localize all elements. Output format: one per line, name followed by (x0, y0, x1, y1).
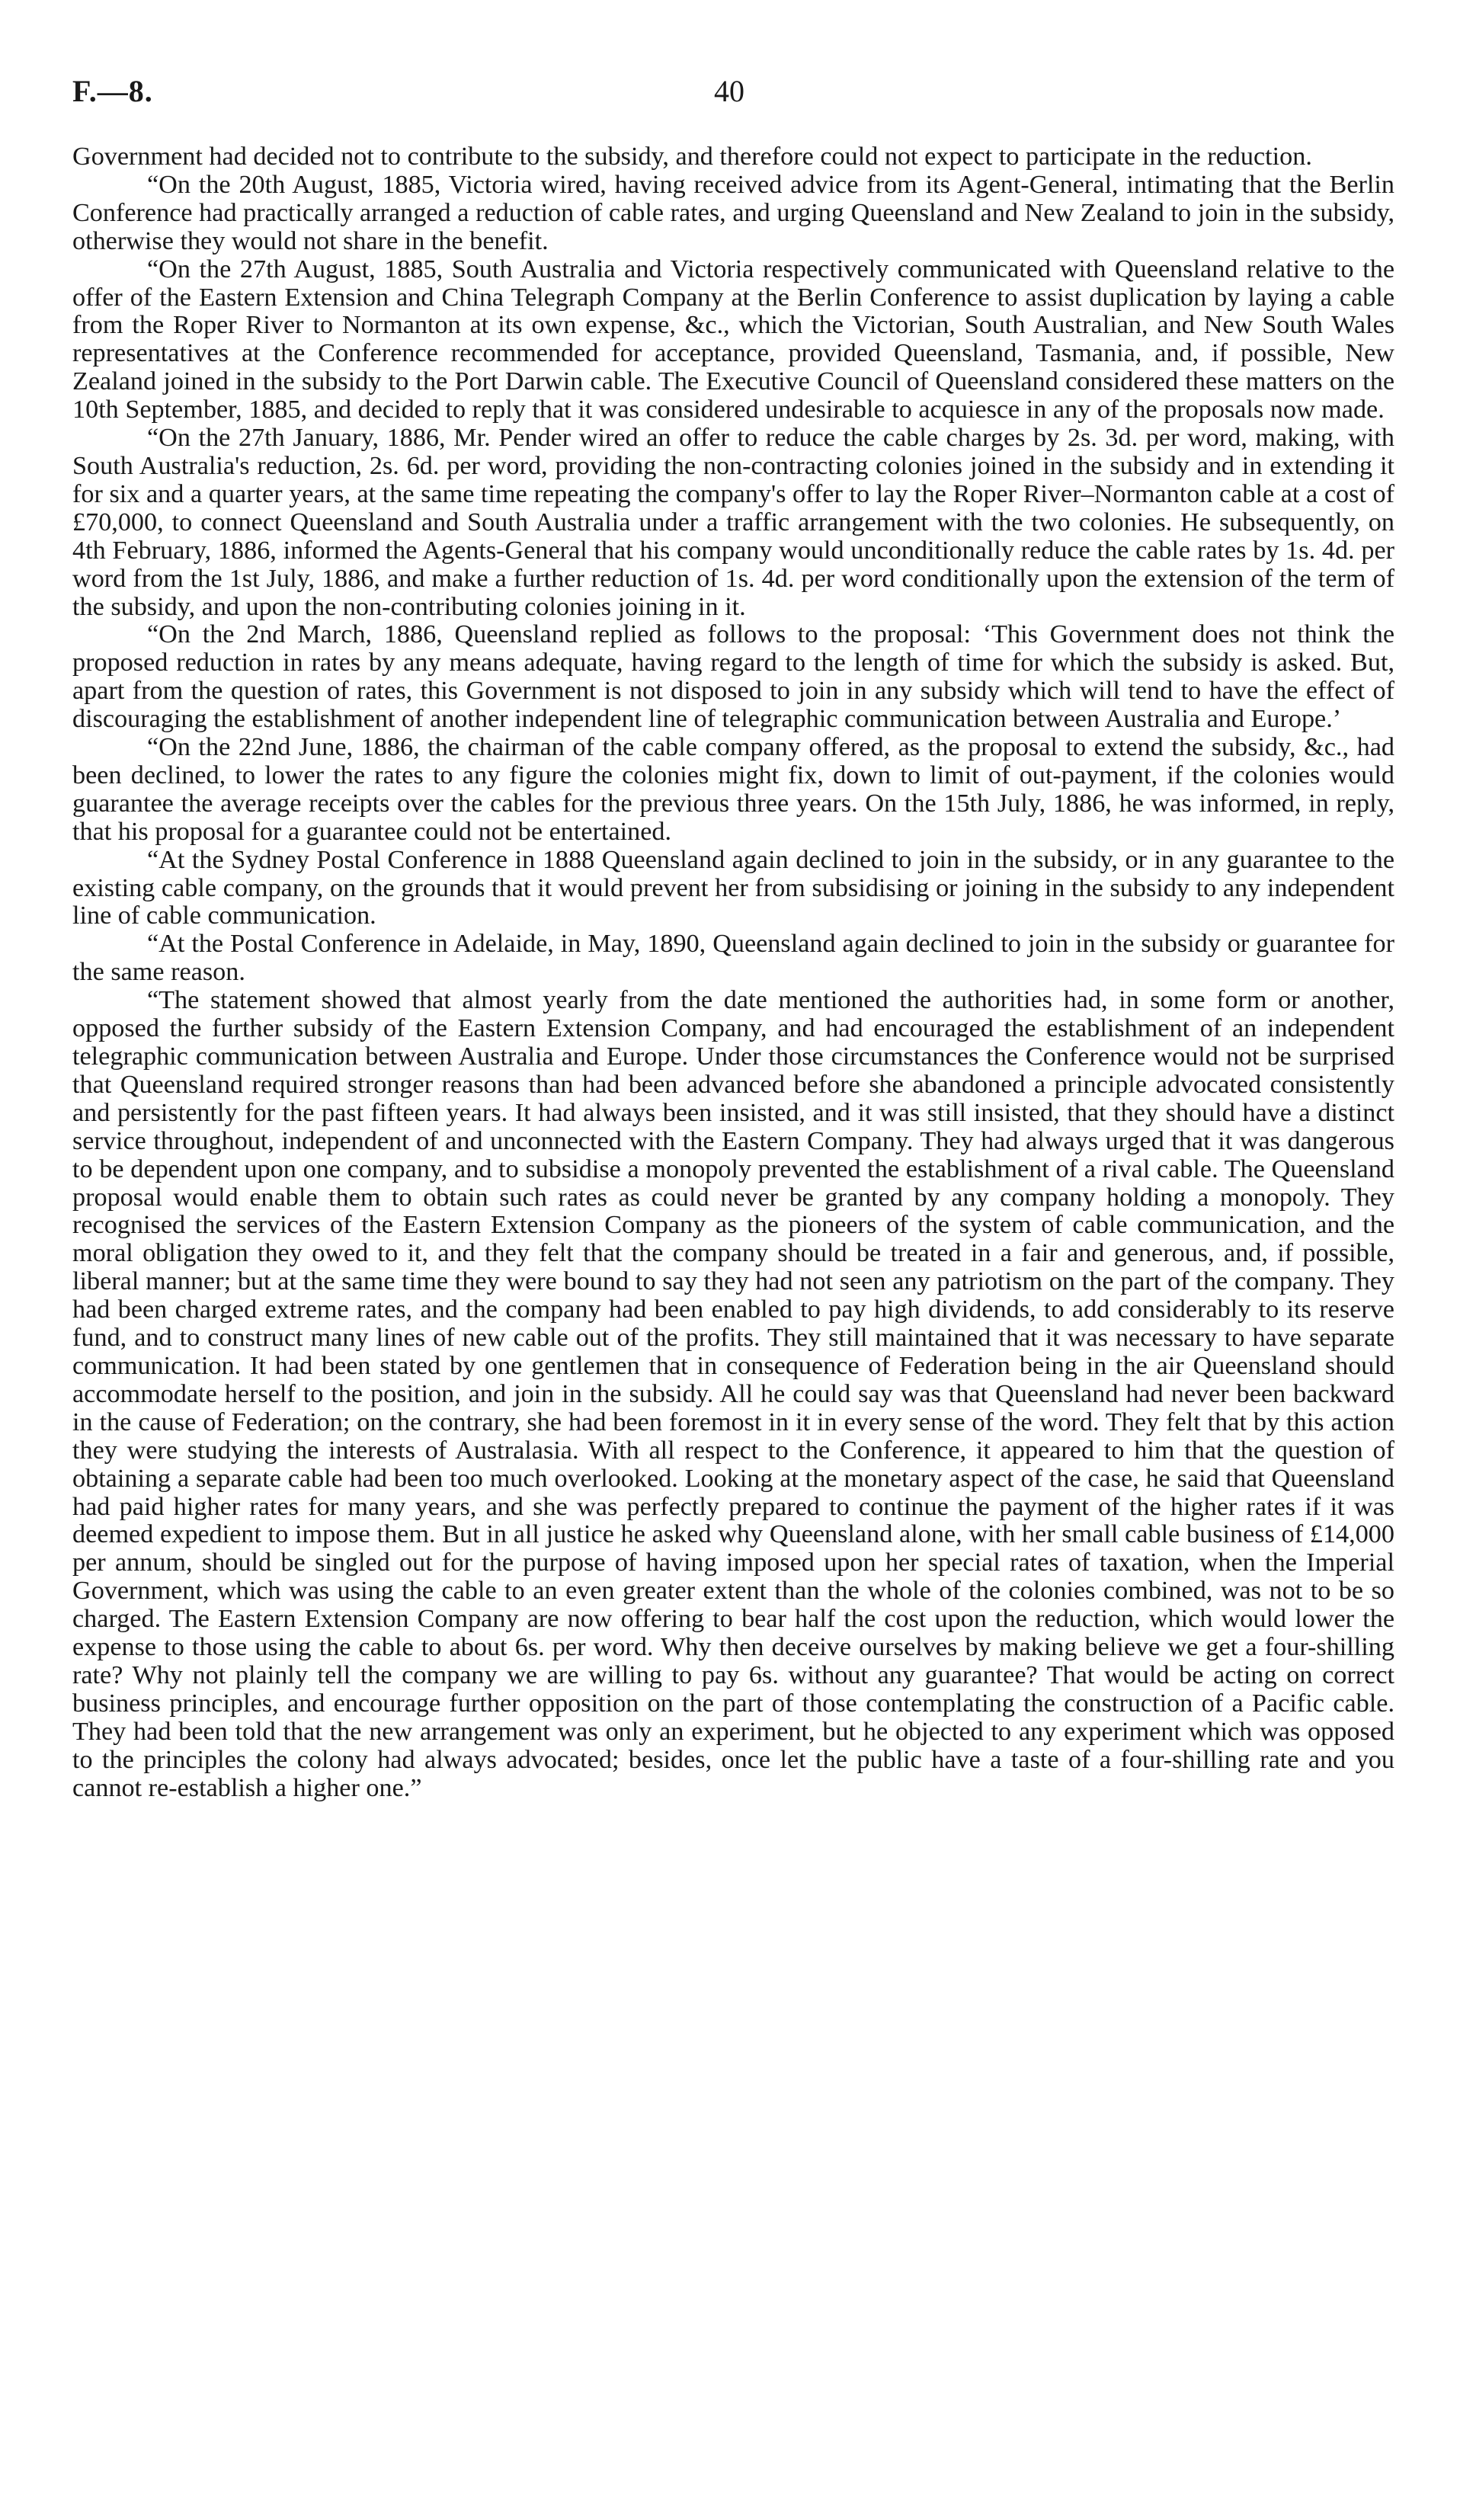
paragraph: “At the Postal Conference in Adelaide, in May, 1890, Queensland again declined to join in the subsidy or guarantee for the same reason. (72, 930, 1394, 987)
paragraph: “On the 20th August, 1885, Victoria wired, having received advice from its Agent-General, intimating that the Berlin Conference had practically arranged a reduction of cable rates, and urging Queensland and New Zealand to join in the subsidy, otherwise they would not share in the benefit. (72, 170, 1394, 255)
paragraph-continuation: Government had decided not to contribute to the subsidy, and therefore could not expect to participate in the reduction. (72, 142, 1312, 171)
paragraph: “On the 22nd June, 1886, the chairman of the cable company offered, as the proposal to extend the subsidy, &c., had been declined, to lower the rates to any figure the colonies might fix, down to limit of out-payment, if the colonies would guarantee the average receipts over the cables for the previous three years. On the 15th July, 1886, he was informed, in reply, that his proposal for a guarantee could not be entertained. (72, 733, 1394, 846)
document-reference: F.—8. (72, 74, 153, 108)
paragraph: “On the 2nd March, 1886, Queensland replied as follows to the proposal: ‘This Government does not think the proposed reduction in rates by any means adequate, having regard to the length of time for which the subsidy is asked. But, apart from the question of rates, this Government is not disposed to join in any subsidy which will tend to have the effect of discouraging the establishment of another independent line of telegraphic communication between Australia and Europe.’ (72, 620, 1394, 734)
paragraph: “At the Sydney Postal Conference in 1888 Queensland again declined to join in the subsidy, or in any guarantee to the existing cable company, on the grounds that it would prevent her from subsidising or joining in the subsidy to any independent line of cable communication. (72, 845, 1394, 930)
page-header (72, 0, 1394, 114)
page-number: 40 (714, 74, 744, 108)
document-page (72, 0, 1394, 1802)
paragraph: “On the 27th January, 1886, Mr. Pender wired an offer to reduce the cable charges by 2s. 3d. per word, making, with South Australia's reduction, 2s. 6d. per word, providing the non-contracting colonies joined in the subsidy and in extending it for six and a quarter years, at the same time repeating the company's offer to lay the Roper River–Normanton cable at a cost of £70,000, to connect Queensland and South Australia under a traffic arrangement with the two colonies. He subsequently, on 4th February, 1886, informed the Agents-General that his company would unconditionally reduce the cable rates by 1s. 4d. per word from the 1st July, 1886, and make a further reduction of 1s. 4d. per word conditionally upon the extension of the term of the subsidy, and upon the non-contributing colonies joining in it. (72, 424, 1394, 621)
paragraph: “The statement showed that almost yearly from the date mentioned the authorities had, in some form or another, opposed the further subsidy of the Eastern Extension Company, and had encouraged the establishment of an independent telegraphic communication between Australia and Europe. Under those circumstances the Conference would not be surprised that Queensland required stronger reasons than had been advanced before she abandoned a principle advocated consistently and persistently for the past fifteen years. It had always been insisted, and it was still insisted, that they should have a distinct service throughout, independent of and unconnected with the Eastern Company. They had always urged that it was dangerous to be dependent upon one company, and to subsidise a monopoly prevented the establishment of a rival cable. The Queensland proposal would enable them to obtain such rates as could never be granted by any company holding a monopoly. They recognised the services of the Eastern Extension Company as the pioneers of the system of cable communication, and the moral obligation they owed to it, and they felt that the company should be treated in a fair and generous, and, if possible, liberal manner; but at the same time they were bound to say they had not seen any patriotism on the part of the company. They had been charged extreme rates, and the company had been enabled to pay high dividends, to add considerably to its reserve fund, and to construct many lines of new cable out of the profits. They still maintained that it was necessary to have separate communication. It had been stated by one gentlemen that in consequence of Federation being in the air Queensland should accommodate herself to the position, and join in the subsidy. All he could say was that Queensland had never been backward in the cause of Federation; on the contrary, she had been foremost in it in every sense of the word. They felt that by this action they were studying the interests of Australasia. With all respect to the Conference, it appeared to him that the question of obtaining a separate cable had been too much overlooked. Looking at the monetary aspect of the case, he said that Queensland had paid higher rates for many years, and she was perfectly prepared to continue the payment of the higher rates if it was deemed expedient to impose them. But in all justice he asked why Queensland alone, with her small cable business of £14,000 per annum, should be singled out for the purpose of having imposed upon her special rates of taxation, when the Imperial Government, which was using the cable to an even greater extent than the whole of the colonies combined, was not to be so charged. The Eastern Extension Company are now offering to bear half the cost upon the reduction, which would lower the expense to those using the cable to about 6s. per word. Why then deceive ourselves by making believe we get a four-shilling rate? Why not plainly tell the company we are willing to pay 6s. without any guarantee? That would be acting on correct business principles, and encourage further opposition on the part of those contemplating the construction of a Pacific cable. They had been told that the new arrangement was only an experiment, but he objected to any experiment which was opposed to the principles the colony had always advocated; besides, once let the public have a taste of a four-shilling rate and you cannot re-establish a higher one.” (72, 986, 1394, 1802)
body-text (72, 143, 1394, 1802)
paragraph: “On the 27th August, 1885, South Australia and Victoria respectively communicated with Queensland relative to the offer of the Eastern Extension and China Telegraph Company at the Berlin Conference to assist duplication by laying a cable from the Roper River to Normanton at its own expense, &c., which the Victorian, South Australian, and New South Wales representatives at the Conference recommended for acceptance, provided Queensland, Tasmania, and, if possible, New Zealand joined in the subsidy to the Port Darwin cable. The Executive Council of Queensland considered these matters on the 10th September, 1885, and decided to reply that it was considered undesirable to acquiesce in any of the proposals now made. (72, 255, 1394, 424)
